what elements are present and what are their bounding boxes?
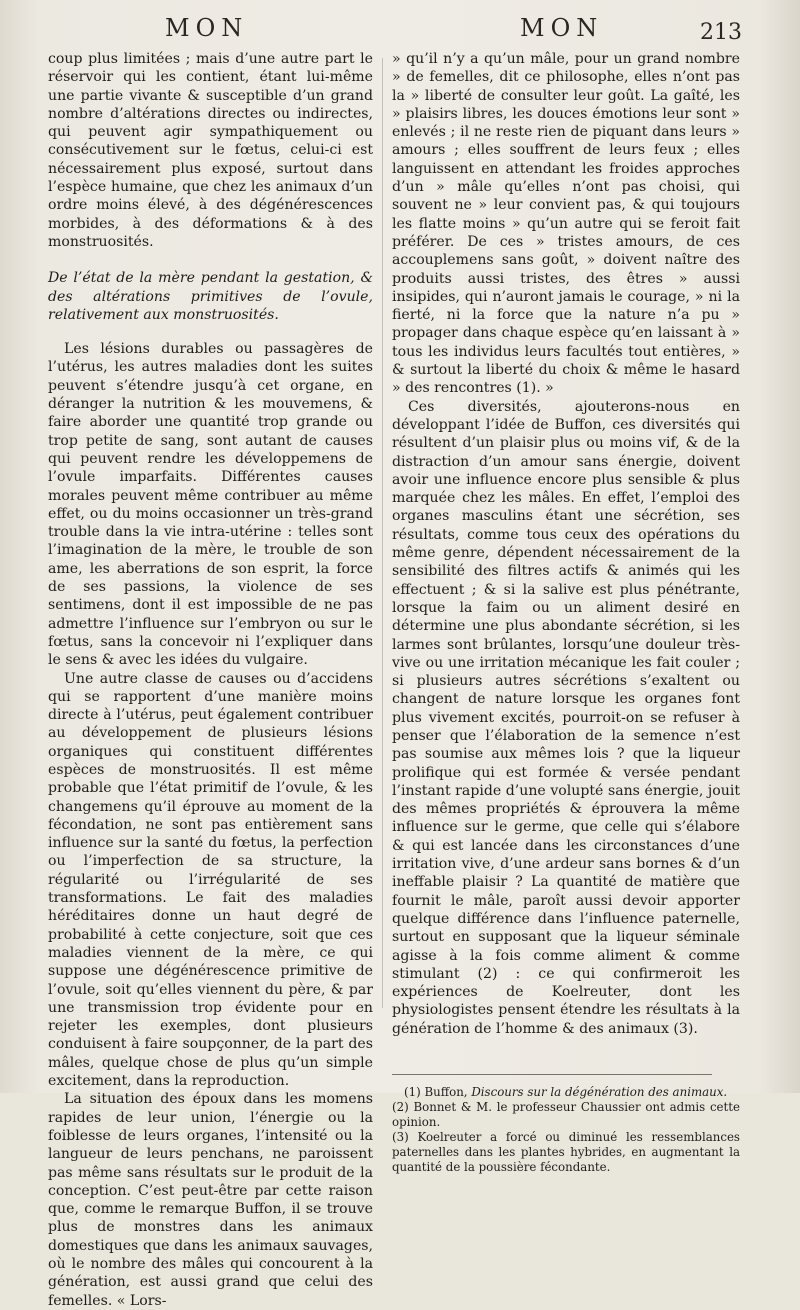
footnotes bbox=[392, 1085, 740, 1175]
footnote-2-text: (2) Bonnet & M. le professeur Chaussier ont admis cette opinion. bbox=[392, 1100, 740, 1130]
footnote-rule bbox=[392, 1074, 712, 1075]
section-subheading: De l’état de la mère pendant la gestation, & des altérations primitives de l’ovule, relativement aux monstruosités. bbox=[48, 270, 373, 323]
footnote-3 bbox=[392, 1130, 740, 1175]
running-head-right: MON bbox=[520, 14, 604, 42]
footnote-1-text: (1) Buffon, bbox=[404, 1085, 472, 1100]
footnote-3-text: (3) Koelreuter a forcé ou diminué les ressemblances paternelles dans les plantes hybrides, en augmentant la quantité de la poussière fécondante. bbox=[392, 1130, 740, 1175]
left-paragraph-1: coup plus limitées ; mais d’une autre part le réservoir qui les contient, étant lui-même une partie vivante & susceptible d’un grand nombre d’altérations directes ou indirectes, qui peuvent agir sympathiquement ou consécutivement sur le fœtus, celui-ci est nécessairement plus exposé, surtout dans l’espèce humaine, que chez les animaux d’un ordre moins élevé, à des dégénérescences morbides, à des déformations & à des monstruosités. bbox=[48, 51, 373, 250]
running-head-left: MON bbox=[165, 14, 249, 42]
right-column bbox=[392, 50, 740, 1175]
right-paragraph-2: Ces diversités, ajouterons-nous en développant l’idée de Buffon, ces diversités qui résultent d’un plaisir plus ou moins vif, & de la distraction d’un amour sans énergie, doivent avoir une influence encore plus sensible & plus marquée chez les mâles. En effet, l’emploi des organes masculins étant une sécrétion, ses résultats, comme tous ceux des opérations du même genre, dépendent nécessairement de la sensibilité des filtres actifs & animés qui les effectuent ; & si la salive est plus pénétrante, lorsque la faim ou un aliment desiré en détermine une plus abondante sécrétion, si les larmes sont brûlantes, lorsqu’une douleur très-vive ou une irritation mécanique les fait couler ; si plusieurs autres sécrétions s’exaltent ou changent de nature lorsque les organes font plus vivement excités, pourroit-on se refuser à penser que l’élaboration de la semence n’est pas soumise aux mêmes lois ? que la liqueur prolifique qui est formée & versée pendant l’instant rapide d’une volupté sans énergie, jouit des mêmes propriétés & éprouvera la même influence sur le germe, que celle qui s’élabore & qui est lancée dans les circonstances d’une irritation vive, d’une ardeur sans bornes & d’un ineffable plaisir ? La quantité de matière que fournit le mâle, paroît aussi devoir apporter quelque différence dans l’influence paternelle, surtout en supposant que la liqueur séminale agisse à la fois comme aliment & comme stimulant (2) : ce qui confirmeroit les expériences de Koelreuter, dont les physiologistes pensent étendre les résultats à la génération de l’homme & des animaux (3). bbox=[392, 398, 740, 1037]
left-paragraph-2: Les lésions durables ou passagères de l’utérus, les autres maladies dont les suites peuvent s’étendre jusqu’à cet organe, en déranger la nutrition & les mouvemens, & faire aborder une quantité trop grande ou trop petite de sang, sont autant de causes qui peuvent rendre les développemens de l’ovule imparfaits. Différentes causes morales peuvent même contribuer au même effet, ou du moins occasionner un très-grand trouble dans la vie intra-utérine : telles sont l’imagination de la mère, le trouble de son ame, les aberrations de son esprit, la force de ses passions, la violence de ses sentimens, dont il est impossible de ne pas admettre l’influence sur l’embryon ou sur le fœtus, sans la concevoir ni l’expliquer dans le sens & avec les idées du vulgaire. bbox=[48, 341, 373, 669]
left-column bbox=[48, 50, 373, 1309]
column-divider bbox=[382, 58, 383, 1008]
page-number: 213 bbox=[700, 20, 742, 45]
footnote-1-title: Discours sur la dégénération des animaux. bbox=[471, 1085, 728, 1100]
footnote-1 bbox=[392, 1085, 740, 1100]
left-paragraph-3: Une autre classe de causes ou d’accidens qui se rapportent d’une manière moins directe à l’utérus, peut également contribuer au développement de plusieurs lésions organiques qui constituent différentes espèces de monstruosités. Il est même probable que l’état primitif de l’ovule, & les changemens qu’il éprouve au moment de la fécondation, ne sont pas entièrement sans influence sur la santé du fœtus, la perfection ou l’imperfection de sa structure, la régularité ou l’irrégularité de ses transformations. Le fait des maladies héréditaires donne un haut degré de probabilité à cette conjecture, soit que ces maladies viennent de la mère, ce qui suppose une dégénérescence primitive de l’ovule, soit qu’elles viennent du père, & par une transmission trop évidente pour en rejeter les exemples, dont plusieurs conduisent à faire soupçonner, de la part des mâles, quelque chose de plus qu’un simple excitement, dans la reproduction. bbox=[48, 670, 373, 1090]
footnote-2 bbox=[392, 1100, 740, 1130]
right-quotation: » qu’il n’y a qu’un mâle, pour un grand nombre » de femelles, dit ce philosophe, elles n’ont pas la » liberté de consulter leur goût. La gaîté, les » plaisirs libres, les douces émotions leur sont » enlevés ; il ne reste rien de piquant dans leurs » amours ; elles souffrent de leurs feux ; elles languissent en attendant les froides approches d’un » mâle qu’elles n’ont pas choisi, qui souvent ne » leur convient pas, & qui toujours les flatte moins » qu’un autre qui se feroit fait préférer. De ces » tristes amours, de ces accouplemens sans goût, » doivent naître des produits aussi tristes, des êtres » aussi insipides, qui n’auront jamais le courage, » ni la fierté, ni la force que la nature n’a pu » propager dans chaque espèce qu’en laissant à » tous les individus leurs facultés tout entières, » & surtout la liberté du choix & même le hasard » des rencontres (1). » bbox=[392, 51, 740, 397]
left-paragraph-4: La situation des époux dans les momens rapides de leur union, l’énergie ou la foiblesse de leurs organes, l’intensité ou la langueur de leurs penchans, ne paroissent pas même sans résultats sur le produit de la conception. C’est peut-être par cette raison que, comme le remarque Buffon, il se trouve plus de monstres dans les animaux domestiques que dans les animaux sauvages, où le nombre des mâles qui concourent à la génération, est aussi grand que celui des femelles. « Lors- bbox=[48, 1091, 373, 1309]
